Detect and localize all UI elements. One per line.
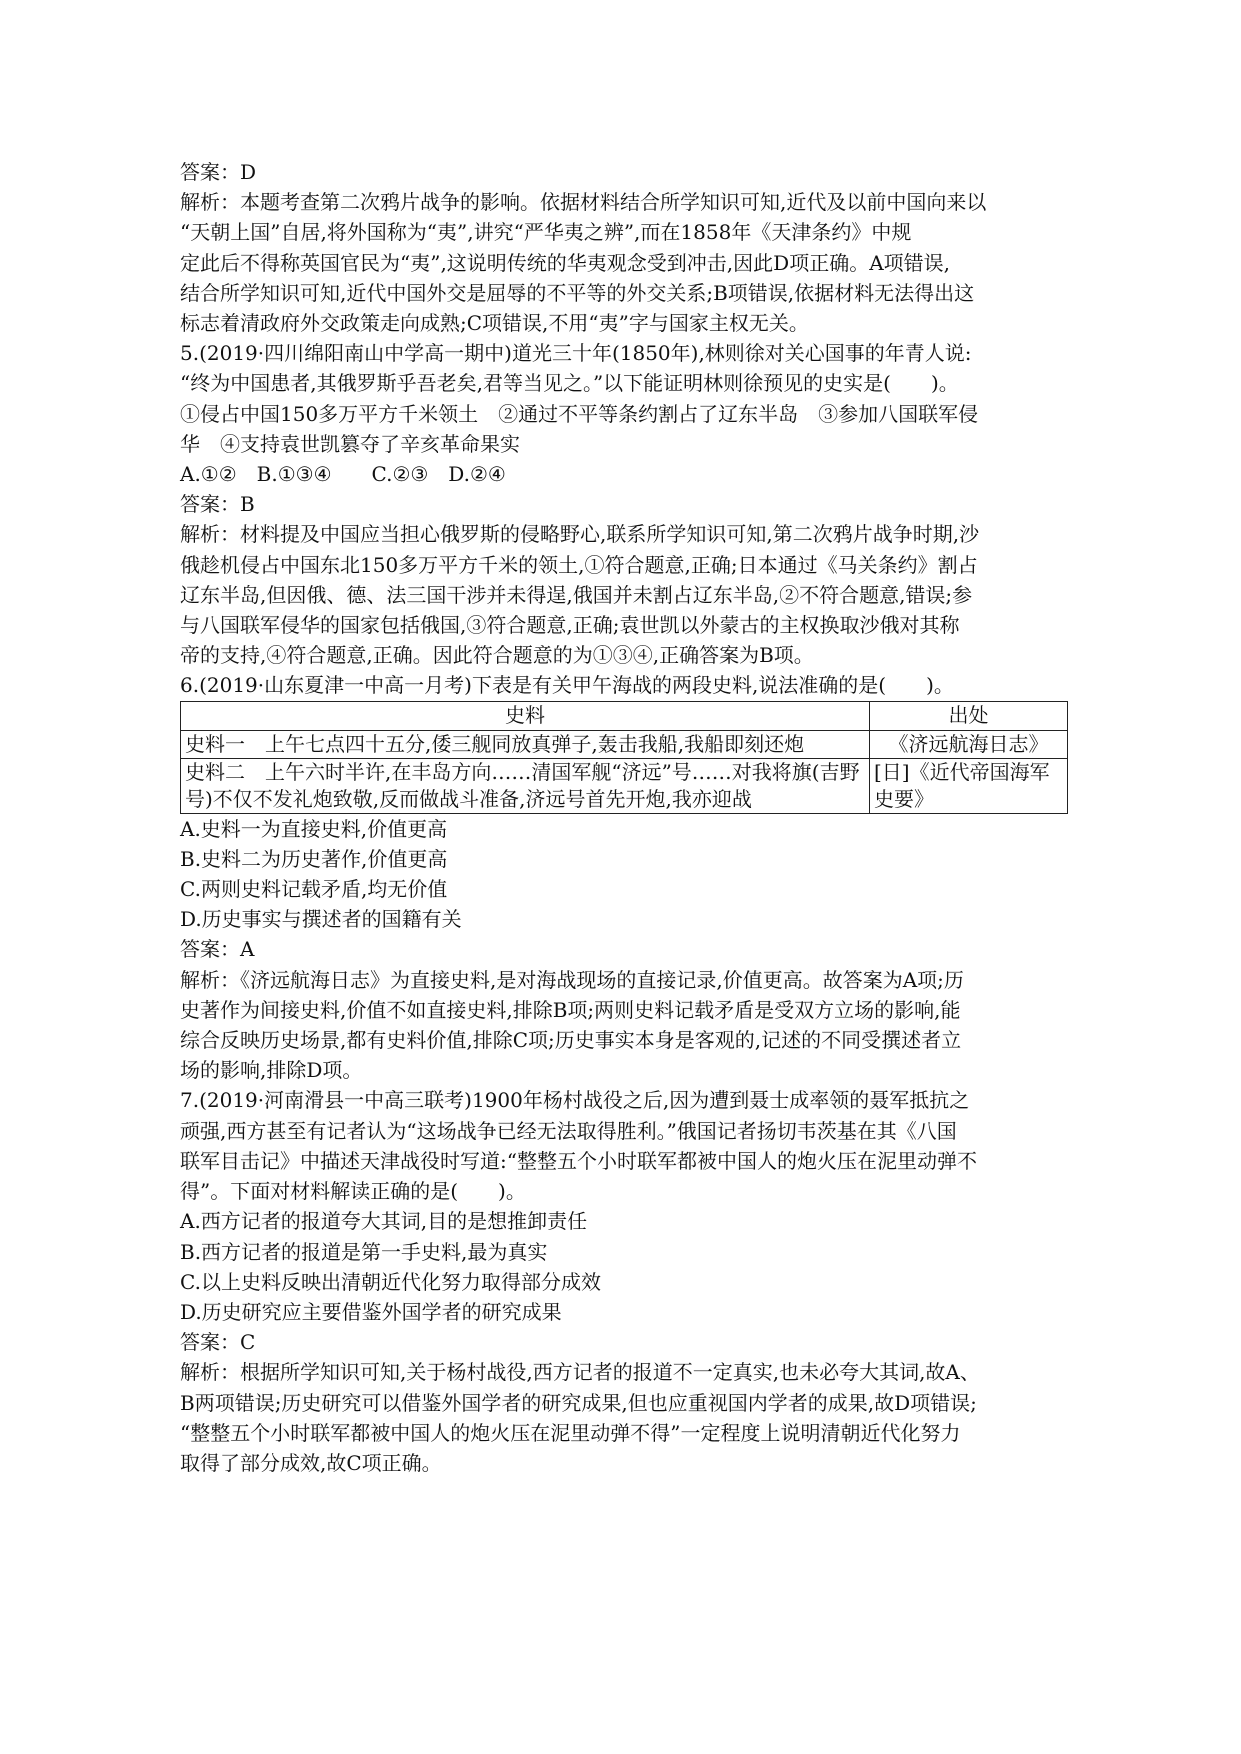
text-line: 顽强,西方甚至有记者认为“这场战争已经无法取得胜利。”俄国记者扬切韦茨基在其《八国 (180, 1118, 957, 1143)
text-line: A.①② B.①③④ C.②③ D.②④ (180, 462, 506, 487)
text-line: 解析：《济远航海日志》为直接史料,是对海战现场的直接记录,价值更高。故答案为A项;历 (180, 967, 964, 992)
text-line: A.史料一为直接史料,价值更高 (180, 816, 448, 841)
text-line: 答案：B (180, 492, 255, 517)
text-line: 俄趁机侵占中国东北150多万平方千米的领土,①符合题意,正确;日本通过《马关条约》割占 (180, 552, 978, 577)
text-line: 综合反映历史场景,都有史料价值,排除C项;历史事实本身是客观的,记述的不同受撰述者立 (180, 1028, 962, 1053)
text-line: 答案：A (180, 937, 255, 962)
text-line: 史著作为间接史料,价值不如直接史料,排除B项;两则史料记载矛盾是受双方立场的影响,能 (180, 997, 961, 1022)
table-row (181, 730, 1068, 758)
text-line: 答案：C (180, 1330, 256, 1355)
text-line: 答案：D (180, 160, 257, 184)
text-line: 联军目击记》中描述天津战役时写道:“整整五个小时联军都被中国人的炮火压在泥里动弹不 (180, 1148, 977, 1173)
source-table (180, 701, 1068, 814)
text-line: ①侵占中国150多万平方千米领土 ②通过不平等条约割占了辽东半岛 ③参加八国联军侵 (180, 401, 979, 426)
text-line: 华 ④支持袁世凯篡夺了辛亥革命果实 (180, 431, 520, 456)
text-line: “整整五个小时联军都被中国人的炮火压在泥里动弹不得”一定程度上说明清朝近代化努力 (180, 1420, 961, 1445)
text-line: 7.(2019·河南滑县一中高三联考)1900年杨村战役之后,因为遭到聂士成率领的聂军抵抗之 (180, 1088, 970, 1113)
text-line: “终为中国患者,其俄罗斯乎吾老矣,君等当见之。”以下能证明林则徐预见的史实是( )。 (180, 371, 959, 396)
text-line: 取得了部分成效,故C项正确。 (180, 1450, 442, 1475)
source-text-cell: 史料二 上午六时半许,在丰岛方向……清国军舰“济远”号……对我将旗(吉野号)不仅不发礼炮致敬,反而做战斗准备,济远号首先开炮,我亦迎战 (181, 758, 870, 813)
text-line: 标志着清政府外交政策走向成熟;C项错误,不用“夷”字与国家主权无关。 (180, 311, 809, 336)
text-line: 帝的支持,④符合题意,正确。因此符合题意的为①③④,正确答案为B项。 (180, 643, 814, 668)
text-line: 解析：本题考查第二次鸦片战争的影响。依据材料结合所学知识可知,近代及以前中国向来以 (180, 190, 987, 215)
text-line: 辽东半岛,但因俄、德、法三国干涉并未得逞,俄国并未割占辽东半岛,②不符合题意,错误;参 (180, 582, 973, 607)
text-line: 场的影响,排除D项。 (180, 1058, 363, 1083)
text-line: D.历史研究应主要借鉴外国学者的研究成果 (180, 1299, 562, 1324)
text-line: 6.(2019·山东夏津一中高一月考)下表是有关甲午海战的两段史料,说法准确的是( )。 (180, 673, 954, 698)
table-row (181, 758, 1068, 813)
table-header-cell: 出处 (870, 701, 1068, 730)
text-line: 与八国联军侵华的国家包括俄国,③符合题意,正确;袁世凯以外蒙古的主权换取沙俄对其称 (180, 613, 960, 638)
document-page (180, 157, 1068, 1478)
text-line: 5.(2019·四川绵阳南山中学高一期中)道光三十年(1850年),林则徐对关心国事的年青人说: (180, 341, 972, 366)
text-line: C.两则史料记载矛盾,均无价值 (180, 877, 448, 902)
text-line: 得”。下面对材料解读正确的是( )。 (180, 1179, 526, 1204)
source-text-cell: 史料一 上午七点四十五分,倭三舰同放真弹子,轰击我船,我船即刻还炮 (181, 730, 870, 758)
text-line: B两项错误;历史研究可以借鉴外国学者的研究成果,但也应重视国内学者的成果,故D项错误; (180, 1390, 977, 1415)
text-line: “天朝上国”自居,将外国称为“夷”,讲究“严华夷之辨”,而在1858年《天津条约》中规 (180, 220, 912, 245)
text-line: C.以上史料反映出清朝近代化努力取得部分成效 (180, 1269, 601, 1294)
source-origin-cell: [日]《近代帝国海军史要》 (870, 758, 1068, 813)
text-line: B.西方记者的报道是第一手史料,最为真实 (180, 1239, 548, 1264)
text-line: 定此后不得称英国官民为“夷”,这说明传统的华夷观念受到冲击,因此D项正确。A项错误, (180, 250, 950, 275)
table-header-row (181, 701, 1068, 730)
text-line: 解析：根据所学知识可知,关于杨村战役,西方记者的报道不一定真实,也未必夸大其词,故A、 (180, 1360, 980, 1385)
table-header-cell: 史料 (181, 701, 870, 730)
text-line: A.西方记者的报道夸大其词,目的是想推卸责任 (180, 1209, 588, 1234)
text-line: 结合所学知识可知,近代中国外交是屈辱的不平等的外交关系;B项错误,依据材料无法得出这 (180, 280, 975, 305)
text-line: D.历史事实与撰述者的国籍有关 (180, 907, 462, 932)
text-line: B.史料二为历史著作,价值更高 (180, 846, 448, 871)
text-line: 解析：材料提及中国应当担心俄罗斯的侵略野心,联系所学知识可知,第二次鸦片战争时期,沙 (180, 522, 980, 547)
source-origin-cell: 《济远航海日志》 (870, 730, 1068, 758)
